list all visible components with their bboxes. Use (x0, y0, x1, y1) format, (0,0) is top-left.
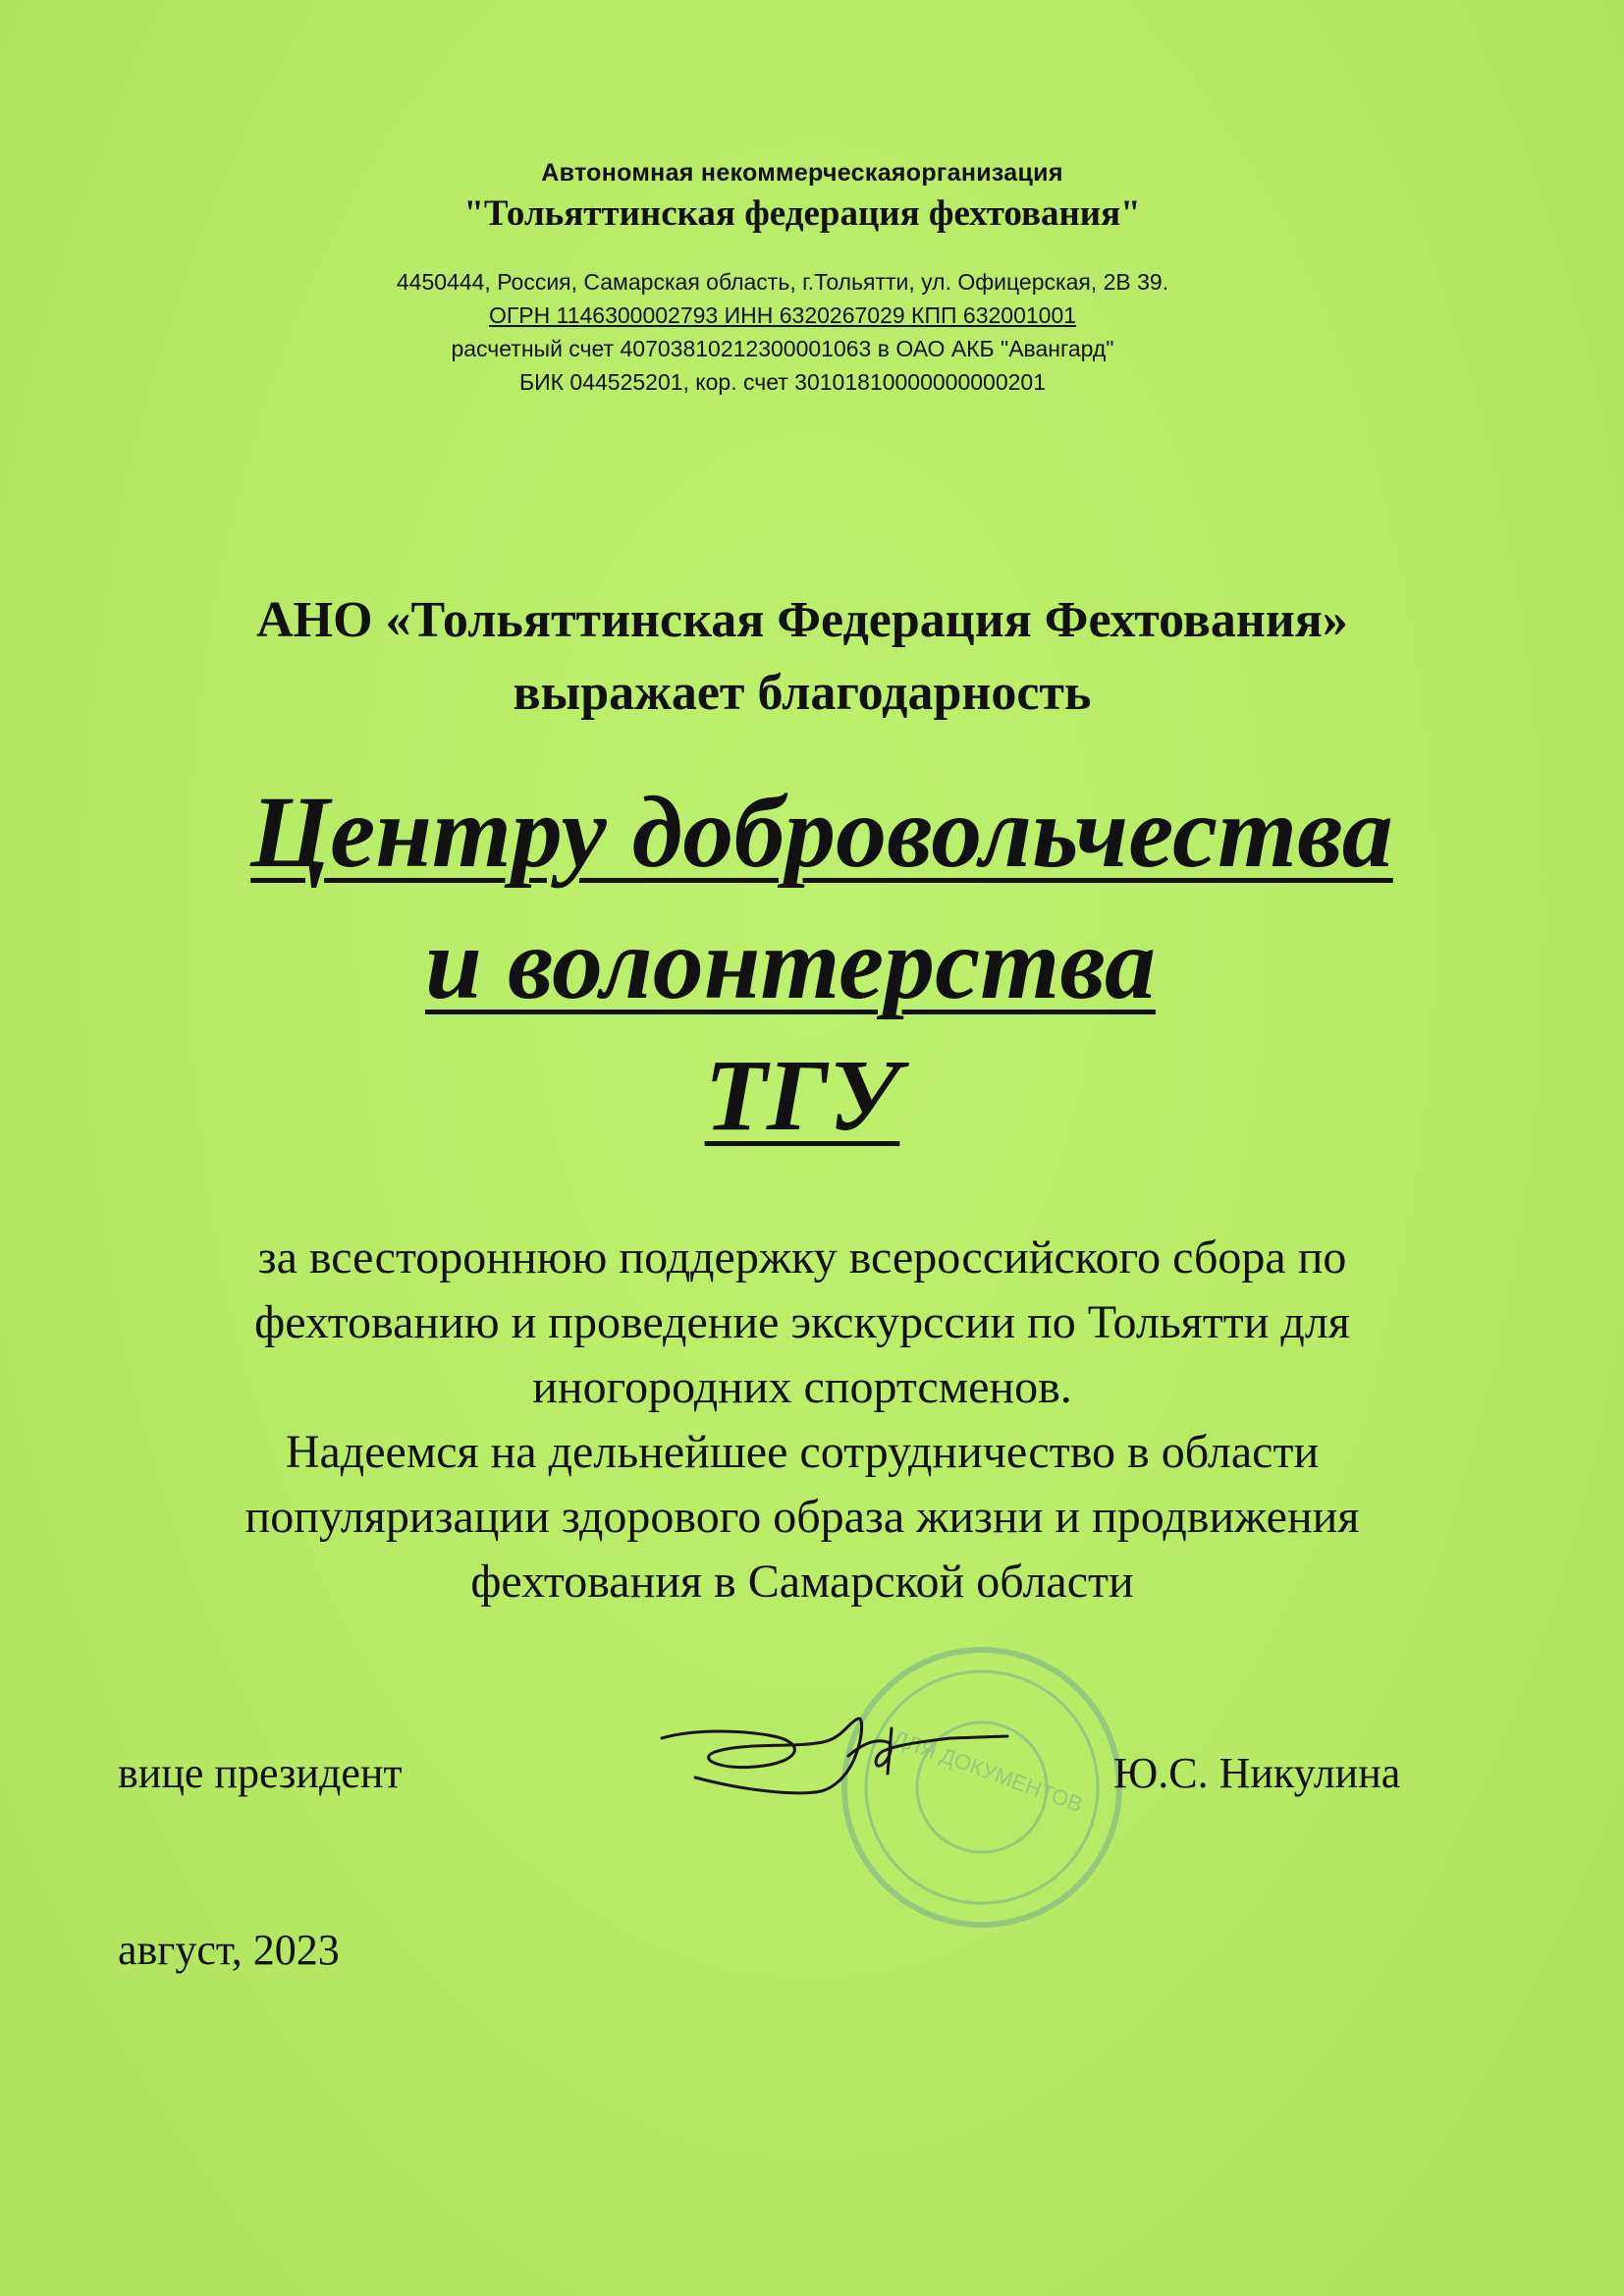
org-type: Автономная некоммерческаяорганизация (541, 159, 1063, 187)
org-bank-details: БИК 044525201, кор. счет 30101810000000000201 (518, 369, 1046, 395)
signatory-name: Ю.С. Никулина (1113, 1749, 1401, 1797)
recipient-line-1: Центру добровольчества (250, 776, 1393, 889)
heading-line-1: АНО «Тольяттинская Федерация Фехтования» (256, 592, 1348, 648)
heading-line-2: выражает благодарность (513, 665, 1092, 721)
body-line-6: фехтования в Самарской области (470, 1556, 1134, 1608)
document-date: август, 2023 (118, 1926, 340, 1974)
org-address: 4450444, Россия, Самарская область, г.Тольятти, ул. Офицерская, 2В 39. (396, 269, 1169, 295)
body-line-1: за всестороннюю поддержку всероссийского сбора по (257, 1231, 1347, 1284)
gratitude-text (0, 1226, 1614, 1614)
org-registration: ОГРН 1146300002793 ИНН 6320267029 КПП 632001001 (488, 302, 1077, 328)
body-line-5: популяризации здорового образа жизни и продвижения (244, 1491, 1360, 1543)
signatory-title: вице президент (118, 1749, 403, 1797)
org-bank-account: расчетный счет 40703810212300001063 в ОАО АКБ "Авангард" (451, 336, 1114, 361)
signature (656, 1709, 1009, 1807)
body-line-3: иногородних спортсменов. (532, 1361, 1072, 1413)
recipient-line-3: ТГУ (704, 1039, 900, 1152)
body-line-4: Надеемся на дельнейшее сотрудничество в области (285, 1426, 1320, 1478)
org-name: "Тольяттинская федерация фехтования" (463, 193, 1141, 234)
stamp-text: ДЛЯ ДОКУМЕНТОВ (890, 1725, 1086, 1818)
body-line-2: фехтованию и проведение экскурссии по Тольятти для (254, 1296, 1350, 1348)
recipient-line-2: и волонтерства (425, 907, 1156, 1020)
